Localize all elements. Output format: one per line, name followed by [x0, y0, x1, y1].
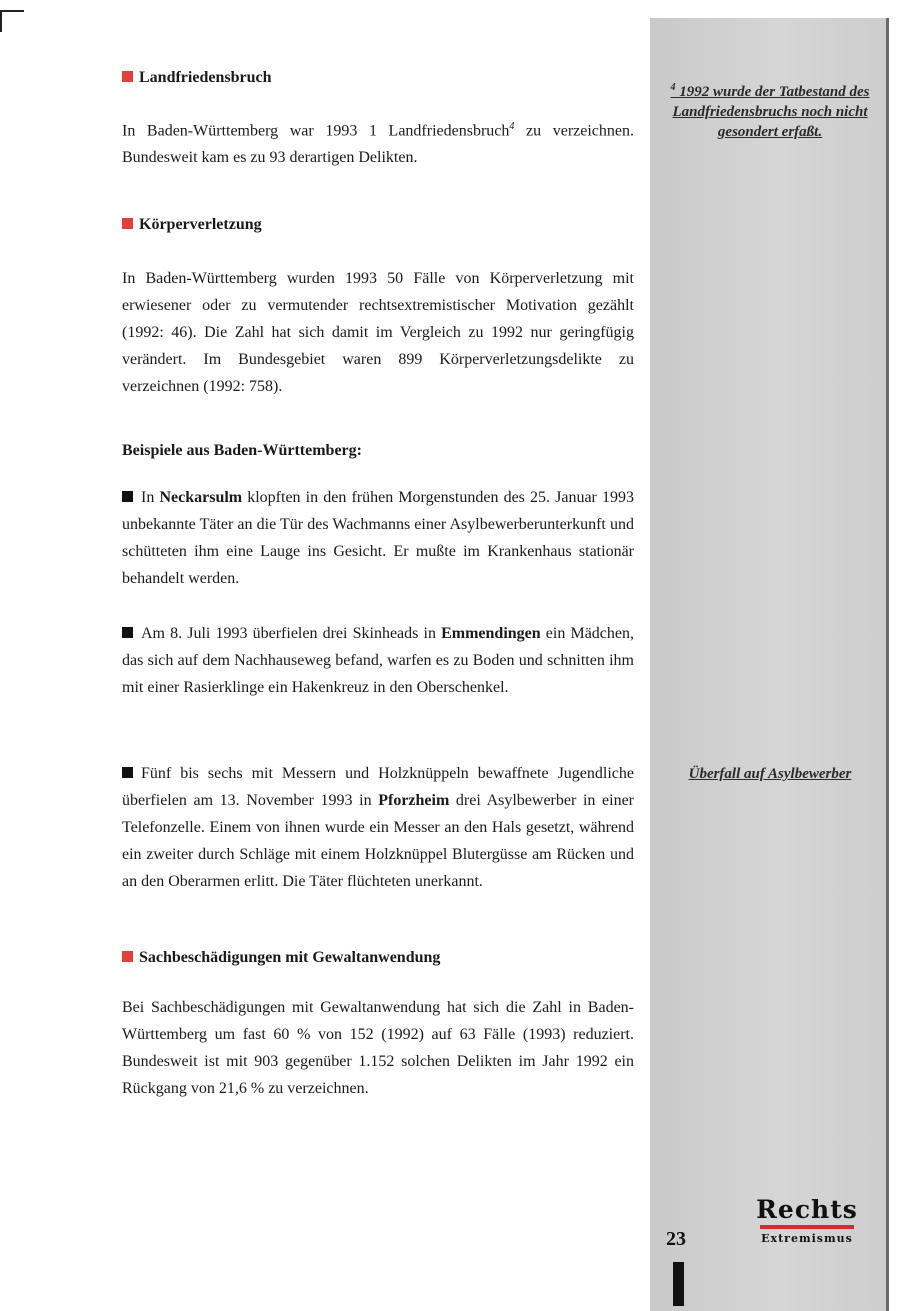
section-landfriedensbruch: [78, 68, 634, 171]
page-number: 23: [666, 1228, 686, 1250]
place-name: Emmendingen: [441, 625, 541, 642]
section-koerperverletzung: [78, 215, 634, 400]
section-sachbeschaedigung: [78, 948, 634, 1102]
sidebar-edge: [886, 18, 889, 1311]
sidebar-footnote: $^4$ 1992 wurde der Tatbestand des Landfriedensbruchs noch nicht gesondert erfaßt.: [670, 82, 870, 140]
red-bullet-icon: [122, 71, 133, 82]
page-marker-bar: [673, 1262, 684, 1306]
example-text: Am 8. Juli 1993 überfielen drei Skinheads in Emmendingen ein Mädchen, das sich auf dem Nachhauseweg befand, warfen es zu Boden und schnitten ihm mit einer Rasierklinge ein Hakenkreuz in den Oberschenkel.: [122, 625, 635, 696]
place-name: Neckarsulm: [159, 489, 243, 506]
black-bullet-icon: [122, 627, 133, 638]
publication-logo: [752, 1196, 862, 1245]
logo-divider: [760, 1225, 854, 1229]
footnote-ref[interactable]: 4: [509, 121, 515, 132]
logo-subtitle: Extremismus: [761, 1232, 853, 1245]
section-heading: Sachbeschädigungen mit Gewaltanwendung: [78, 948, 634, 968]
section-heading: Körperverletzung: [78, 215, 634, 235]
example-text: In Neckarsulm klopften in den frühen Morgenstunden des 25. Januar 1993 unbekannte Täter an die Tür des Wachmanns einer Asylbewerberunterkunft und schütteten ihm eine Lauge ins Gesicht. Er mußte im Krankenhaus stationär behandelt werden.: [122, 489, 635, 587]
example-neckarsulm: [78, 484, 634, 592]
margin-note: Überfall auf Asylbewerber: [688, 766, 852, 782]
section-text: In Baden-Württemberg war 1993 1 Landfriedensbruch$^4$ zu verzeichnen. Bundesweit kam es zu 93 derartigen Delikten.: [122, 121, 635, 167]
crop-mark: [0, 10, 24, 12]
section-beispiele: [78, 441, 634, 461]
place-name: Pforzheim: [378, 792, 450, 809]
black-bullet-icon: [122, 767, 133, 778]
section-heading: Landfriedensbruch: [78, 68, 634, 88]
red-bullet-icon: [122, 951, 133, 962]
section-heading: Beispiele aus Baden-Württemberg:: [122, 442, 362, 459]
black-bullet-icon: [122, 491, 133, 502]
crop-mark: [0, 10, 2, 32]
example-emmendingen: [78, 620, 634, 701]
red-bullet-icon: [122, 218, 133, 229]
margin-sidebar: [650, 18, 886, 1311]
example-pforzheim: [78, 760, 634, 895]
example-text: Fünf bis sechs mit Messern und Holzknüppeln bewaffnete Jugendliche überfielen am 13. November 1993 in Pforzheim drei Asylbewerber in einer Telefonzelle. Einem von ihnen wurde ein Messer an den Hals gesetzt, während ein zweiter durch Schläge mit einem Holzknüppel Blutergüsse am Rücken und an den Oberarmen erlitt. Die Täter flüchteten unerkannt.: [122, 765, 635, 890]
logo-title: Rechts: [756, 1195, 858, 1224]
section-text: In Baden-Württemberg wurden 1993 50 Fälle von Körperverletzung mit erwiesener oder zu vermutender rechtsextremistischer Motivation gezählt (1992: 46). Die Zahl hat sich damit im Vergleich zu 1992 nur geringfügig verändert. Im Bundesgebiet waren 899 Körperverletzungsdelikte zu verzeichnen (1992: 758).: [122, 270, 634, 395]
section-text: Bei Sachbeschädigungen mit Gewaltanwendung hat sich die Zahl in Baden-Württemberg um fast 60 % von 152 (1992) auf 63 Fälle (1993) reduziert. Bundesweit ist mit 903 gegenüber 1.152 solchen Delikten im Jahr 1992 ein Rückgang von 21,6 % zu verzeichnen.: [122, 999, 634, 1097]
